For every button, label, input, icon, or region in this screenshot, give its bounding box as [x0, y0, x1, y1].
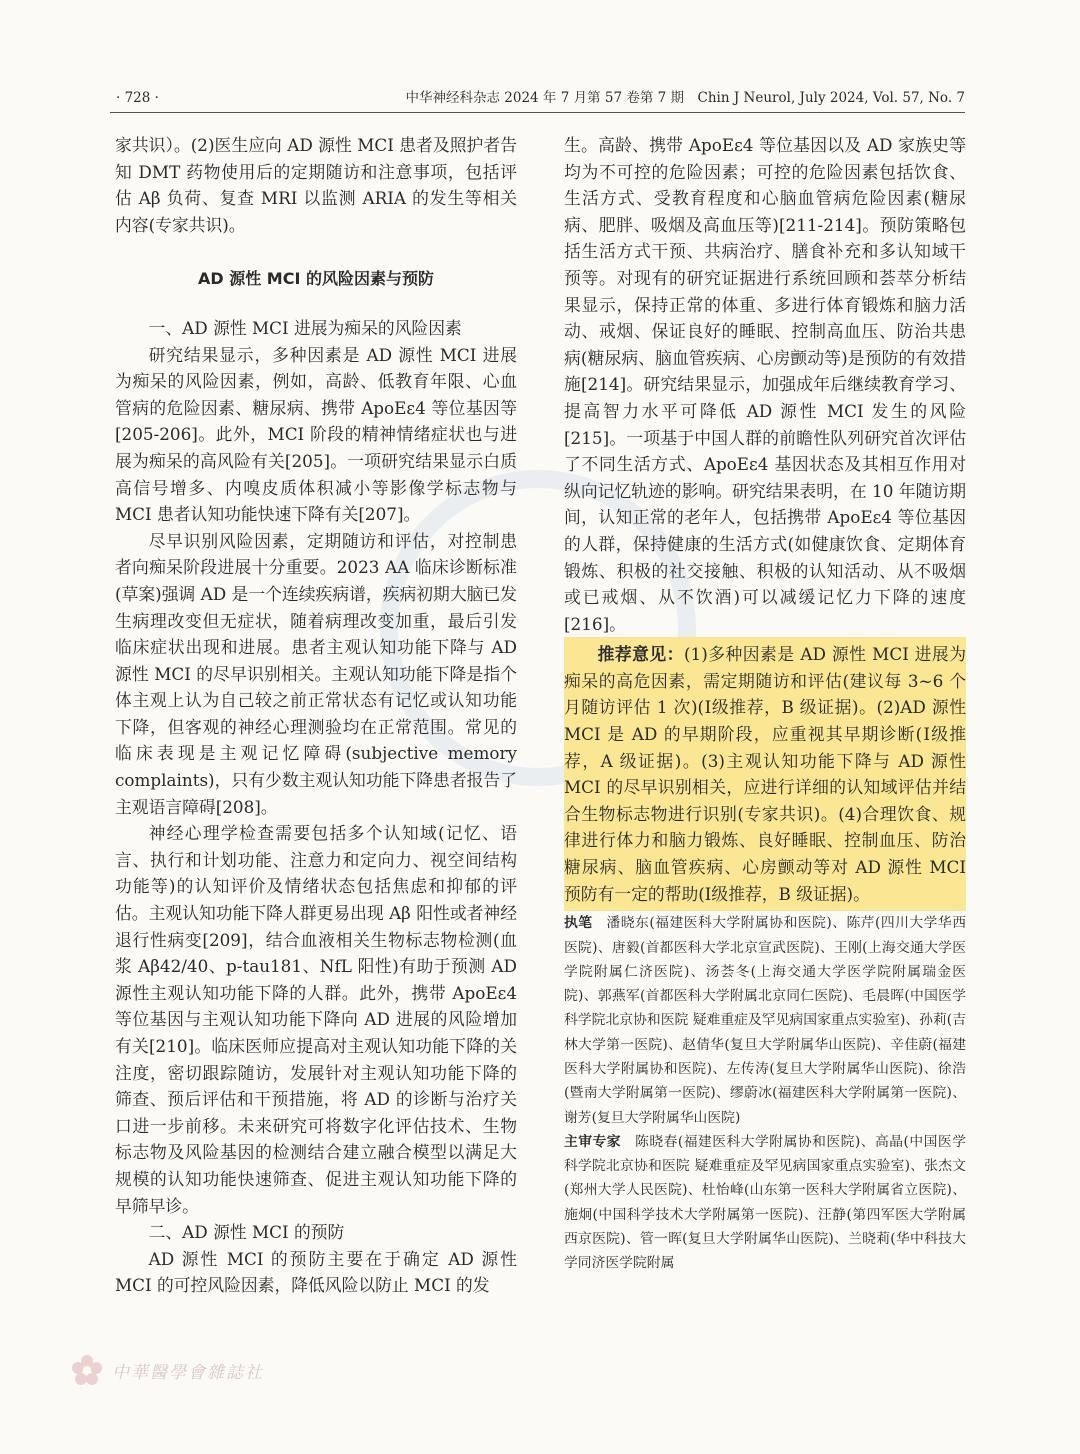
writers-block	[564, 911, 966, 1130]
recommendation-box	[564, 637, 966, 911]
subsection-heading-1: 一、AD 源性 MCI 进展为痴呆的风险因素	[148, 317, 462, 338]
paragraph: AD 源性 MCI 的预防主要在于确定 AD 源性 MCI 的可控风险因素，降低风险以防止 MCI 的发	[115, 1248, 517, 1296]
reviewers-list: 陈晓春(福建医科大学附属协和医院)、高晶(中国医学科学院北京协和医院 疑难重症及罕见病国家重点实验室)、张杰文(郑州大学人民医院)、杜怡峰(山东第一医科大学附属省立医院)、施炯(中国科学技术大学附属第一医院)、汪静(第四军医大学附属西京医院)、管一晖(复旦大学附属华山医院)、兰晓莉(华中科技大学同济医学院附属	[564, 1133, 966, 1272]
flower-emblem-icon	[70, 1353, 104, 1387]
right-column	[564, 132, 966, 1276]
journal-citation: 中华神经科杂志 2024 年 7 月第 57 卷第 7 期 Chin J Neurol, July 2024, Vol. 57, No. 7	[405, 90, 965, 106]
section-title: AD 源性 MCI 的风险因素与预防	[198, 269, 434, 289]
reviewers-label: 主审专家	[564, 1133, 622, 1150]
reviewers-block	[564, 1130, 966, 1276]
writers-list: 潘晓东(福建医科大学附属协和医院)、陈芹(四川大学华西医院)、唐毅(首都医科大学北京宣武医院)、王刚(上海交通大学医学院附属仁济医院)、汤荟冬(上海交通大学医学院附属瑞金医院)、郭燕军(首都医科大学附属北京同仁医院)、毛晨晖(中国医学科学院北京协和医院 疑难重症及罕见病国家重点实验室)、孙莉(吉林大学第一医院)、赵倩华(复旦大学附属华山医院)、辛佳蔚(福建医科大学附属协和医院)、左传涛(复旦大学附属华山医院)、徐浩(暨南大学附属第一医院)、缪蔚冰(福建医科大学附属第一医院)、谢芳(复旦大学附属华山医院)	[564, 915, 966, 1126]
recommendation-label: 推荐意见：	[597, 644, 684, 665]
paragraph: 生。高龄、携带 ApoEε4 等位基因以及 AD 家族史等均为不可控的危险因素；可控的危险因素包括饮食、生活方式、受教育程度和心脑血管病危险因素(糖尿病、肥胖、吸烟及高血压等)[211-214]。预防策略包括生活方式干预、共病治疗、膳食补充和多认知域干预等。对现有的研究证据进行系统回顾和荟萃分析结果显示，保持正常的体重、多进行体育锻炼和脑力活动、戒烟、保证良好的睡眠、控制高血压、防治共患病(糖尿病、脑血管疾病、心房颤动等)是预防的有效措施[214]。研究结果显示，加强成年后继续教育学习、提高智力水平可降低 AD 源性 MCI 发生的风险[215]。一项基于中国人群的前瞻性队列研究首次评估了不同生活方式、ApoEε4 基因状态及其相互作用对纵向记忆轨迹的影响。研究结果表明，在 10 年随访期间，认知正常的老年人，包括携带 ApoEε4 等位基因的人群，保持健康的生活方式(如健康饮食、定期体育锻炼、积极的社交接触、积极的认知活动、从不吸烟或已戒烟、从不饮酒)可以减缓记忆力下降的速度[216]。	[564, 135, 966, 634]
paragraph: 尽早识别风险因素，定期随访和评估，对控制患者向痴呆阶段进展十分重要。2023 AA 临床诊断标准(草案)强调 AD 是一个连续疾病谱，疾病初期大脑已发生病理改变但无症状，随着病理改变加重，最后引发临床症状出现和进展。患者主观认知功能下降与 AD 源性 MCI 的尽早识别相关。主观认知功能下降是指个体主观上认为自己较之前正常状态有记忆或认知功能下降，但客观的神经心理测验均在正常范围。常见的临床表现是主观记忆障碍(subjective memory complaints)，只有少数主观认知功能下降患者报告了主观语言障碍[208]。	[115, 530, 517, 817]
paragraph: 研究结果显示，多种因素是 AD 源性 MCI 进展为痴呆的风险因素，例如，高龄、低教育年限、心血管病的危险因素、糖尿病、携带 ApoEε4 等位基因等[205-206]。此外，MCI 阶段的精神情绪症状也与进展为痴呆的高风险有关[205]。一项研究结果显示白质高信号增多、内嗅皮质体积减小等影像学标志物与 MCI 患者认知功能快速下降有关[207]。	[115, 344, 517, 525]
publisher-logo-text: 中華醫學會雜誌社	[112, 1362, 264, 1383]
subsection-heading-2: 二、AD 源性 MCI 的预防	[148, 1222, 345, 1243]
running-header	[110, 88, 965, 113]
recommendation-text: (1)多种因素是 AD 源性 MCI 进展为痴呆的高危因素，需定期随访和评估(建议每 3~6 个月随访评估 1 次)(Ⅰ级推荐，B 级证据)。(2)AD 源性 MCI 是 AD 的早期阶段，应重视其早期诊断(Ⅰ级推荐，A 级证据)。(3)主观认知功能下降与 AD 源性 MCI 的尽早识别相关，应进行详细的认知域评估并结合生物标志物进行识别(专家共识)。(4)合理饮食、规律进行体力和脑力锻炼、良好睡眠、控制血压、防治糖尿病、脑血管疾病、心房颤动等对 AD 源性 MCI 预防有一定的帮助(Ⅰ级推荐，B 级证据)。	[564, 644, 966, 904]
page-number: · 728 ·	[116, 90, 159, 106]
paragraph: 神经心理学检查需要包括多个认知域(记忆、语言、执行和计划功能、注意力和定向力、视空间结构功能等)的认知评价及情绪状态包括焦虑和抑郁的评估。主观认知功能下降人群更易出现 Aβ 阳性或者神经退行性病变[209]，结合血液相关生物标志物检测(血浆 Aβ42/40、p-tau181、NfL 阳性)有助于预测 AD 源性主观认知功能下降的人群。此外，携带 ApoEε4 等位基因与主观认知功能下降向 AD 进展的风险增加有关[210]。临床医师应提高对主观认知功能下降的关注度，密切跟踪随访，发展针对主观认知功能下降的筛查、预后评估和干预措施，将 AD 的诊断与治疗关口进一步前移。未来研究可将数字化评估技术、生物标志物及风险基因的检测结合建立融合模型以满足大规模的认知功能快速筛查、促进主观认知功能下降的早筛早诊。	[115, 823, 517, 1216]
paragraph-intro: 家共识）。(2)医生应向 AD 源性 MCI 患者及照护者告知 DMT 药物使用后的定期随访和注意事项，包括评估 Aβ 负荷、复查 MRI 以监测 ARIA 的发生等相关内容(专家共识)。	[115, 135, 517, 235]
left-column	[115, 132, 517, 1299]
writers-label: 执笔	[564, 915, 593, 932]
publisher-logo	[70, 1350, 330, 1390]
